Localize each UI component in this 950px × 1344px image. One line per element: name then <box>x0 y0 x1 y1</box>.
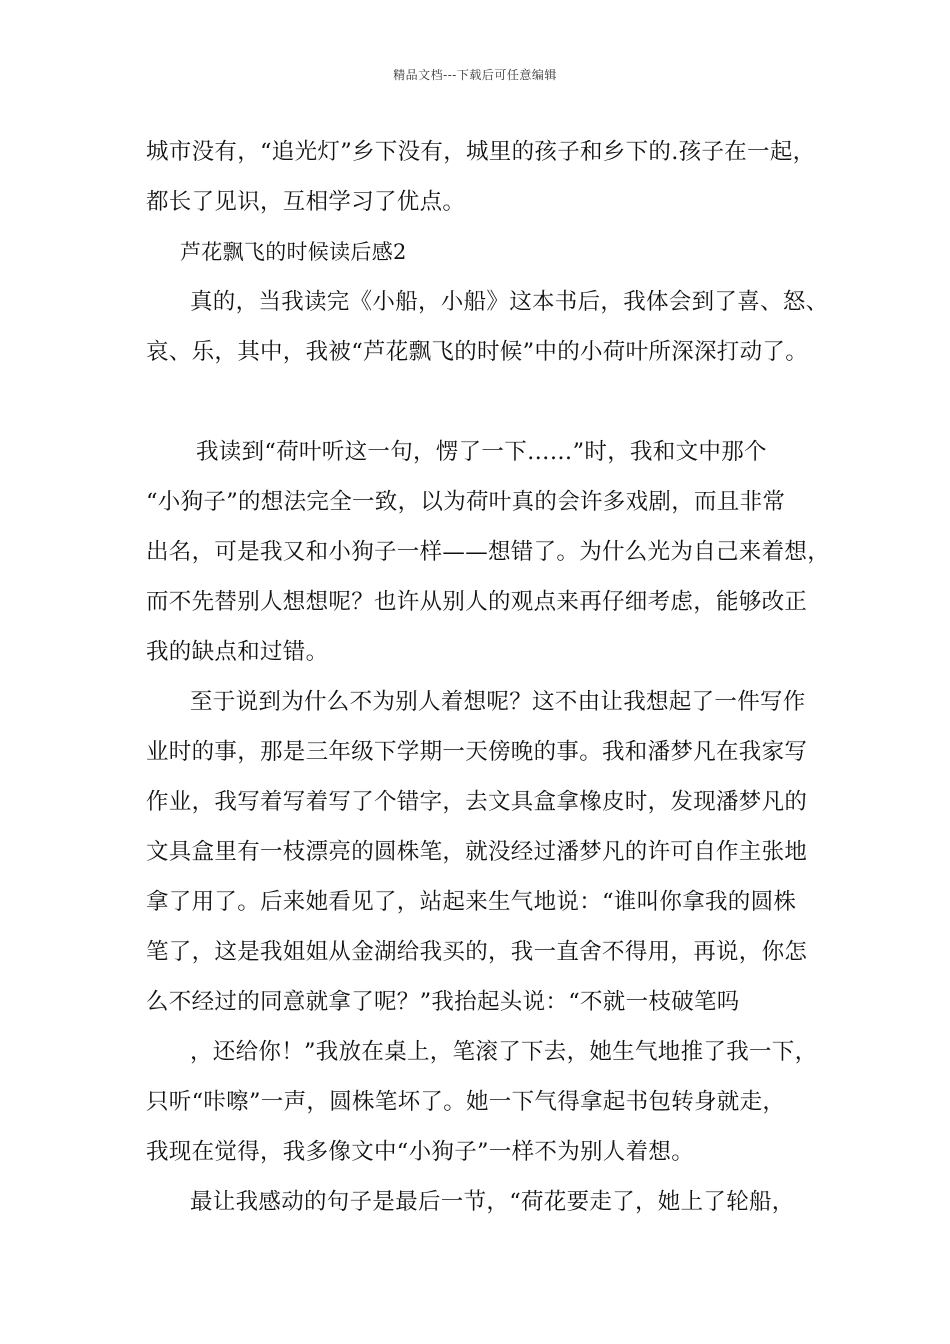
text-line: 拿了用了。后来她看见了，站起来生气地说：“谁叫你拿我的圆株 <box>146 889 797 915</box>
text-line: 而不先替别人想想呢？也许从别人的观点来再仔细考虑，能够改正 <box>146 589 808 615</box>
page-header: 精品文档---下载后可任意编辑 <box>393 68 557 82</box>
text-line: ，还给你！”我放在桌上，笔滚了下去，她生气地推了我一下， <box>190 1039 818 1065</box>
text-line: 真的，当我读完《小船，小船》这本书后，我体会到了喜、怒、 <box>190 289 829 315</box>
text-line: 出名，可是我又和小狗子一样——想错了。为什么光为自己来着想， <box>146 539 831 565</box>
text-line: 都长了见识，互相学习了优点。 <box>146 189 466 215</box>
text-line: 笔了，这是我姐姐从金湖给我买的，我一直舍不得用，再说，你怎 <box>146 939 808 965</box>
text-line: “小狗子”的想法完全一致，以为荷叶真的会许多戏剧，而且非常 <box>146 489 786 515</box>
text-line: 作业，我写着写着写了个错字，去文具盒拿橡皮时，发现潘梦凡的 <box>146 789 808 815</box>
text-line: 至于说到为什么不为别人着想呢？这不由让我想起了一件写作 <box>190 689 806 715</box>
text-line: 城市没有，“追光灯”乡下没有，城里的孩子和乡下的.孩子在一起， <box>146 139 816 165</box>
text-line: 业时的事，那是三年级下学期一天傍晚的事。我和潘梦凡在我家写 <box>146 739 808 765</box>
text-line: 最让我感动的句子是最后一节，“荷花要走了，她上了轮船， <box>190 1189 795 1215</box>
text-line: 哀、乐，其中，我被“芦花飘飞的时候”中的小荷叶所深深打动了。 <box>146 339 809 365</box>
text-line: 么不经过的同意就拿了呢？”我抬起头说：“不就一枝破笔吗 <box>146 989 740 1015</box>
section-heading: 芦花飘飞的时候读后感2 <box>180 240 407 264</box>
text-line: 我读到“荷叶听这一句，愣了一下……”时，我和文中那个 <box>196 439 767 465</box>
text-line: 只听“咔嚓”一声，圆株笔坏了。她一下气得拿起书包转身就走， <box>146 1089 786 1115</box>
text-line: 我现在觉得，我多像文中“小狗子”一样不为别人着想。 <box>146 1139 695 1165</box>
text-line: 我的缺点和过错。 <box>146 639 329 665</box>
text-line: 文具盒里有一枝漂亮的圆株笔，就没经过潘梦凡的许可自作主张地 <box>146 839 808 865</box>
